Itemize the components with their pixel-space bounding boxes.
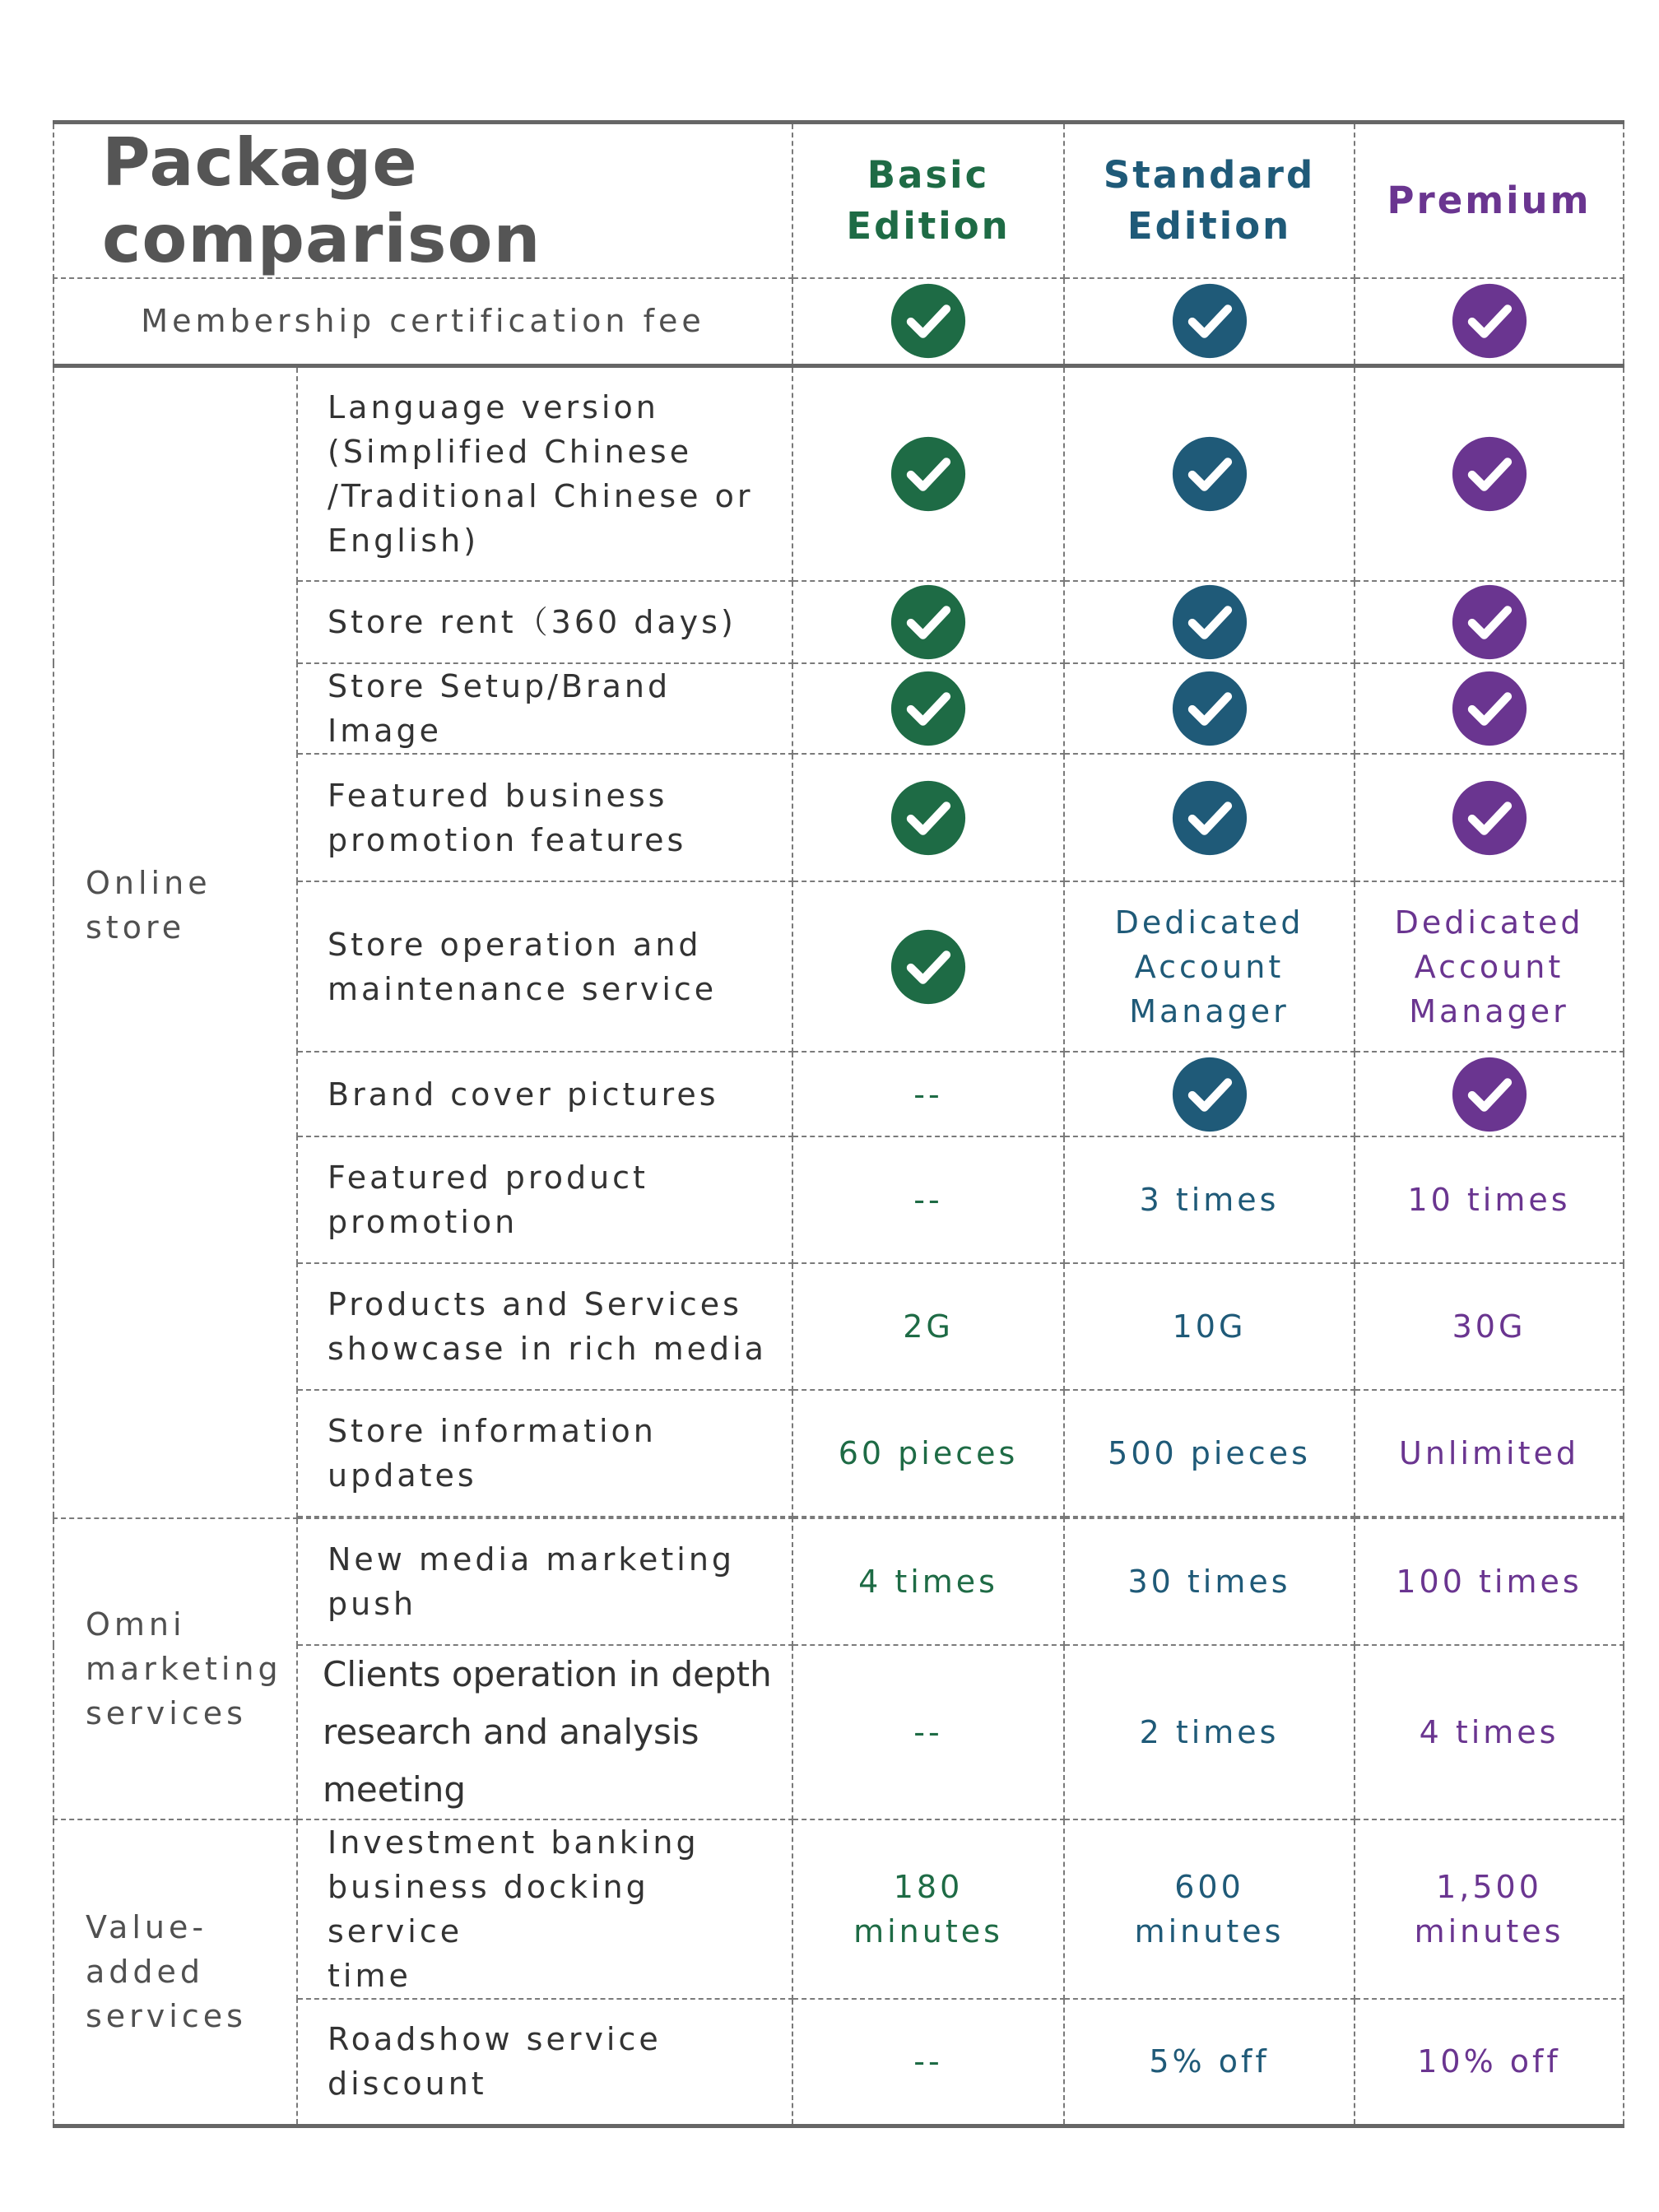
check-icon [890,780,966,856]
check-icon [1172,584,1248,660]
check-icon [1452,780,1527,856]
check-icon [890,929,966,1005]
group-value-added: Value- added services [53,1819,297,2126]
premium-check-cell [1355,278,1624,365]
feature-investment-banking: Investment banking business docking service time [297,1819,792,1999]
table-row [53,1518,1624,1645]
feature-store-setup: Store Setup/Brand Image [297,663,792,754]
check-icon [890,671,966,746]
check-icon [1172,283,1248,359]
basic-value: -- [792,1999,1064,2126]
standard-value: 500 pieces [1064,1390,1355,1517]
membership-fee-row [53,278,1624,365]
check-icon [1452,1057,1527,1132]
basic-value: -- [792,1136,1064,1263]
check-icon [890,436,966,512]
check-icon [890,283,966,359]
standard-value: 5% off [1064,1999,1355,2126]
feature-rich-media: Products and Services showcase in rich media [297,1263,792,1390]
premium-value: Unlimited [1355,1390,1624,1517]
membership-fee-label: Membership certification fee [53,278,792,365]
feature-new-media: New media marketing push [297,1518,792,1645]
feature-language-version: Language version (Simplified Chinese /Traditional Chinese or English) [297,365,792,581]
check-icon [1452,671,1527,746]
basic-check-cell [792,278,1064,365]
feature-store-rent: Store rent（360 days) [297,581,792,663]
feature-roadshow: Roadshow service discount [297,1999,792,2126]
basic-value: 60 pieces [792,1390,1064,1517]
premium-value: 1,500 minutes [1355,1819,1624,1999]
premium-value: 10 times [1355,1136,1624,1263]
basic-brand-cover-value: -- [792,1052,1064,1136]
standard-check-cell [1064,278,1355,365]
basic-value: 4 times [792,1518,1064,1645]
standard-value: 3 times [1064,1136,1355,1263]
standard-value: 30 times [1064,1518,1355,1645]
standard-operation-value: Dedicated Account Manager [1064,881,1355,1052]
standard-value: 10G [1064,1263,1355,1390]
standard-value: 2 times [1064,1645,1355,1819]
standard-value: 600 minutes [1064,1819,1355,1999]
group-omni-marketing: Omni marketing services [53,1518,297,1819]
feature-featured-business: Featured business promotion features [297,754,792,881]
page-title: Package comparison [53,123,792,279]
feature-clients-research: Clients operation in depth research and analysis meeting [297,1645,792,1819]
check-icon [1172,671,1248,746]
header-basic-edition: Basic Edition [792,123,1064,279]
header-standard-edition: Standard Edition [1064,123,1355,279]
header-premium: Premium [1355,123,1624,279]
group-online-store: Online store [53,365,297,1518]
check-icon [1452,283,1527,359]
premium-value: 30G [1355,1263,1624,1390]
basic-value: 180 minutes [792,1819,1064,1999]
feature-featured-product: Featured product promotion [297,1136,792,1263]
check-icon [1452,584,1527,660]
header-row [53,123,1624,279]
feature-info-updates: Store information updates [297,1390,792,1517]
check-icon [1172,436,1248,512]
premium-value: 4 times [1355,1645,1624,1819]
check-icon [1172,780,1248,856]
basic-value: 2G [792,1263,1064,1390]
check-icon [1172,1057,1248,1132]
package-comparison-table [53,120,1624,2128]
premium-operation-value: Dedicated Account Manager [1355,881,1624,1052]
premium-value: 100 times [1355,1518,1624,1645]
feature-store-operation: Store operation and maintenance service [297,881,792,1052]
premium-value: 10% off [1355,1999,1624,2126]
table-row [53,1819,1624,1999]
check-icon [890,584,966,660]
basic-value: -- [792,1645,1064,1819]
table-row [53,365,1624,581]
feature-brand-cover: Brand cover pictures [297,1052,792,1136]
check-icon [1452,436,1527,512]
